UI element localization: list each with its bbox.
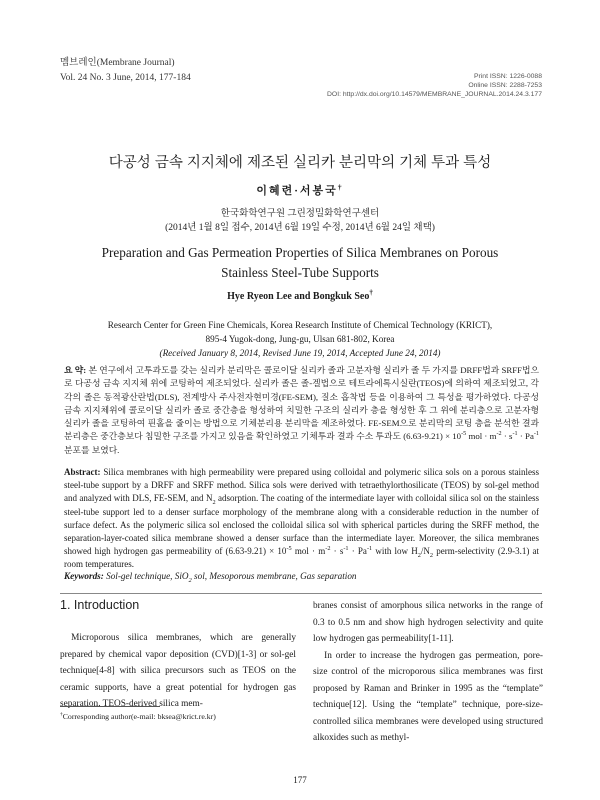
exponent: -5 — [286, 545, 292, 553]
keywords — [64, 571, 539, 584]
print-issn: Print ISSN: 1226-0088 — [473, 73, 542, 80]
doi-link[interactable]: DOI: http://dx.doi.org/10.14579/MEMBRANE_JOURNAL.2014.24.3.177 — [327, 91, 542, 98]
keywords-text-2: sol, Mesoporous membrane, Gas separation — [191, 571, 357, 581]
abstract-text-7: /N — [420, 546, 430, 557]
body-column-left: Microporous silica membranes, which are generally prepared by chemical vapor deposition (CVD)[1-3] or sol-gel technique[4-8] with silica precursors such as TEOS on the ceramic supports, have a great potential for hydrogen gas separation. TEOS-derived silica mem- — [60, 633, 296, 709]
korean-abstract-text-5: 분포를 보였다. — [64, 444, 120, 455]
abstract-text-3: mol · m — [291, 546, 326, 557]
korean-authors — [0, 182, 600, 198]
korean-author-names: 이혜련·서봉국 — [256, 185, 338, 197]
exponent: -2 — [325, 545, 331, 553]
korean-affiliation-name: 한국화학연구원 그린정밀화학연구센터 — [220, 209, 380, 219]
korean-abstract-label: 요 약: — [64, 365, 87, 375]
section-divider — [60, 593, 542, 594]
body-paragraph-2: In order to increase the hydrogen gas permeation, pore-size control of the microporous silica membranes was first proposed by Raman and Brinker in 1995 as the “template” technique[12]. Using the “template” technique, pore-size-controlled silica membranes were developed using structured alkoxides such as methyl- — [313, 650, 543, 743]
korean-abstract-text-3: · s — [501, 431, 513, 442]
korean-dates: (2014년 1월 8일 접수, 2014년 6월 19일 수정, 2014년 6월 24일 채택) — [165, 223, 435, 233]
issn-block — [327, 72, 542, 99]
abstract-label: Abstract: — [64, 467, 101, 477]
abstract-text-2: adsorption. The coating of the intermediate layer with colloidal silica sol on the stainless steel-tube support led to a denser surface morphology of the membrane along with a considerable reduction in the number of surface defect. As the polymeric silica sol enclosed the colloidal silica sol with spherical particles during the SRFF method, the separation-layer-coated silica membrane showed a denser surface than the intermediate layer. Moreover, the silica membranes showed high hydrogen gas permeability of (6.63-9.21) × 10 — [64, 493, 539, 557]
body-paragraph-1: branes consist of amorphous silica networks in the range of 0.3 to 0.5 nm and show high hydrogen selectivity and quite low hydrogen gas permeability[1-11]. — [313, 601, 543, 644]
subscript: 2 — [429, 552, 434, 560]
english-dates: (Received January 8, 2014, Revised June 19, 2014, Accepted June 24, 2014) — [159, 348, 441, 358]
english-author-names: Hye Ryeon Lee and Bongkuk Seo — [227, 291, 370, 302]
journal-name: 멤브레인(Membrane Journal) — [60, 58, 175, 68]
korean-affiliation — [0, 207, 600, 235]
footnote-mark: † — [60, 711, 63, 718]
exponent: -5 — [461, 431, 467, 438]
subscript: 2 — [212, 499, 216, 507]
abstract-text-8: perm-selectivity (2.9-3.1) at room temperatures. — [64, 546, 540, 570]
abstract-text-4: · s — [330, 546, 344, 557]
affiliation-line-1: Research Center for Green Fine Chemicals, Korea Research Institute of Chemical Technology (KRICT), — [107, 320, 493, 330]
exponent: -1 — [512, 431, 518, 438]
section-heading: 1. Introduction — [60, 598, 140, 612]
volume-info: Vol. 24 No. 3 June, 2014, 177-184 — [60, 73, 191, 83]
keywords-label: Keywords: — [64, 571, 104, 581]
corresponding-mark: † — [337, 182, 344, 192]
subscript: 2 — [188, 576, 192, 584]
korean-title: 다공성 금속 지지체에 제조된 실리카 분리막의 기체 투과 특성 — [108, 155, 492, 171]
online-issn: Online ISSN: 2288-7253 — [468, 82, 542, 89]
keywords-text-1: Sol-gel technique, SiO — [103, 571, 189, 581]
korean-abstract-text-4: · Pa — [517, 431, 534, 442]
english-authors — [0, 288, 600, 302]
footnote-text: Corresponding author(e-mail: bksea@krict.re.kr) — [62, 712, 216, 721]
exponent: -2 — [496, 431, 502, 438]
corresponding-mark-en: † — [369, 288, 373, 297]
english-title: Preparation and Gas Permeation Properties of Silica Membranes on Porous Stainless Steel-Tube Supports — [101, 245, 499, 280]
english-affiliation — [70, 318, 530, 360]
subscript: 2 — [417, 552, 421, 560]
korean-abstract-text-2: mol · m — [466, 431, 497, 442]
exponent: -1 — [533, 431, 539, 438]
page-number: 177 — [293, 775, 307, 785]
abstract-text-5: · Pa — [348, 546, 367, 557]
english-abstract — [64, 466, 539, 572]
korean-abstract — [64, 364, 539, 457]
exponent: -1 — [343, 545, 349, 553]
korean-abstract-text-1: 본 연구에서 고투과도를 갖는 실리카 분리막은 콜로이달 실리카 졸과 고분자형 실리카 졸 두 가지를 DRFF법과 SRFF법으로 다공성 금속 지지체 위에 코팅하여 제조되었다. 실리카 졸은 졸-겔법으로 테트라에톡시실란(TEOS)에 의하여 제조되었고, 각각의 졸은 동적광산란법(DLS), 전계방사 주사전자현미경(FE-SEM), 질소 흡착법 등을 이용하여 그 특성을 평가하였다. 다공성 금속 지지체위에 콜로이달 실리카 졸로 중간층을 형성하여 치밀한 구조의 실리카 층을 형성한 후 그 위에 분리층으로 고분자형 실리카 졸을 코팅하여 핀홀을 줄이는 방법으로 기체분리용 분리막을 제조하였다. FE-SEM으로 분리막의 코팅 층을 분석한 결과 분리층은 중간층보다 침밀한 구조를 가지고 있음을 확인하였고 기체투과 결과 수소 투과도 (6.63-9.21) × 10 — [64, 365, 540, 442]
journal-header — [60, 56, 191, 86]
affiliation-line-2: 895-4 Yugok-dong, Jung-gu, Ulsan 681-802, Korea — [205, 334, 395, 344]
abstract-text-1: Silica membranes with high permeability were prepared using colloidal and polymeric silica sols on a porous stainless steel-tube support by a DRFF and SRFF method. Silica sols were derived with tetraethylorthosilicate (TEOS) by sol-gel method and analyzed with DLS, FE-SEM, and N — [64, 467, 539, 504]
abstract-text-6: with low H — [372, 546, 418, 557]
footnote — [60, 712, 216, 721]
body-column-right — [313, 598, 543, 747]
footnote-rule — [60, 706, 160, 707]
exponent: -1 — [366, 545, 373, 553]
